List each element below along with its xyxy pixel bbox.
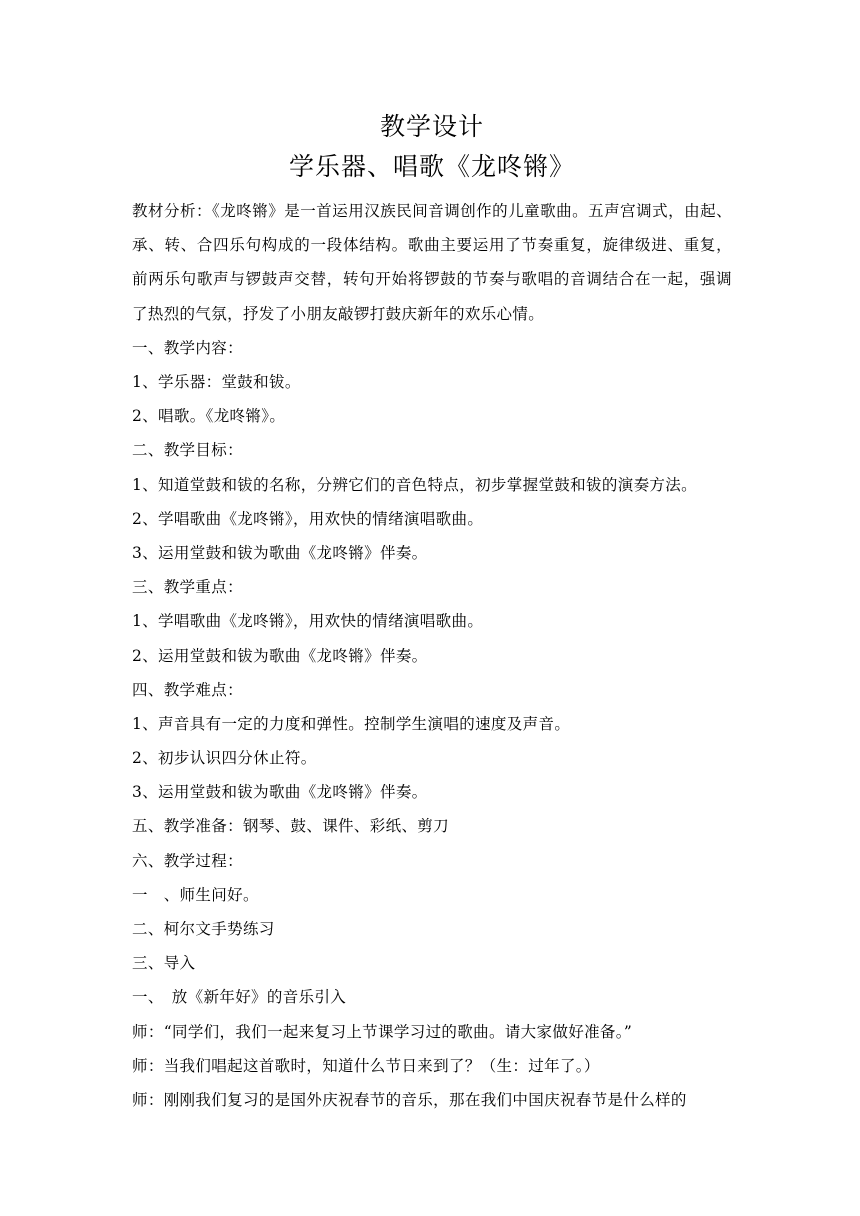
difficulty-item: 3、运用堂鼓和钹为歌曲《龙咚锵》伴奏。 [132, 783, 428, 802]
content-item: 1、学乐器：堂鼓和钹。 [132, 373, 301, 391]
dialogue-line: 师：当我们唱起这首歌时，知道什么节日来到了？（生：过年了。） [132, 1056, 600, 1075]
process-step: 二、柯尔文手势练习 [132, 920, 275, 938]
goal-item: 3、运用堂鼓和钹为歌曲《龙咚锵》伴奏。 [132, 543, 428, 562]
document-title: 教学设计 [379, 112, 484, 141]
goal-item: 1、知道堂鼓和钹的名称，分辨它们的音色特点，初步掌握堂鼓和钹的演奏方法。 [132, 475, 697, 494]
section-heading-goals: 二、教学目标： [132, 441, 243, 460]
difficulty-item: 2、初步认识四分休止符。 [132, 749, 317, 768]
document-subtitle: 学乐器、唱歌《龙咚锵》 [288, 152, 575, 181]
dialogue-line: 师：“同学们，我们一起来复习上节课学习过的歌曲。请大家做好准备。” [132, 1022, 633, 1041]
key-point-item: 2、运用堂鼓和钹为歌曲《龙咚锵》伴奏。 [132, 646, 428, 665]
section-heading-content: 一、教学内容： [132, 338, 243, 357]
difficulty-item: 1、声音具有一定的力度和弹性。控制学生演唱的速度及声音。 [132, 714, 571, 733]
analysis-paragraph: 教材分析：《龙咚锵》是一首运用汉族民间音调创作的儿童歌曲。五声宫调式，由起、承、转、合四乐句构成的一段体结构。歌曲主要运用了节奏重复，旋律级进、重复，前两乐句歌声与锣鼓声交替，转句开始将锣鼓的节奏与歌唱的音调结合在一起，强调了热烈的气氛，抒发了小朋友敲锣打鼓庆新年的欢乐心情。 [132, 202, 732, 323]
process-step: 三、导入 [132, 954, 196, 973]
dialogue-line: 师：刚刚我们复习的是国外庆祝春节的音乐，那在我们中国庆祝春节是什么样的 [132, 1090, 687, 1109]
section-heading-process: 六、教学过程： [132, 851, 243, 870]
document-page [132, 108, 732, 1117]
goal-item: 2、学唱歌曲《龙咚锵》，用欢快的情绪演唱歌曲。 [132, 509, 484, 528]
process-step: 一 、师生问好。 [132, 885, 259, 904]
section-heading-key-points: 三、教学重点： [132, 578, 243, 597]
section-heading-preparation: 五、教学准备：钢琴、鼓、课件、彩纸、剪刀 [132, 817, 450, 836]
key-point-item: 1、学唱歌曲《龙咚锵》，用欢快的情绪演唱歌曲。 [132, 612, 484, 631]
process-step: 一、 放《新年好》的音乐引入 [132, 988, 347, 1007]
content-item: 2、唱歌。《龙咚锵》。 [132, 407, 286, 426]
section-heading-difficulties: 四、教学难点： [132, 680, 243, 699]
document-body [132, 194, 732, 1117]
